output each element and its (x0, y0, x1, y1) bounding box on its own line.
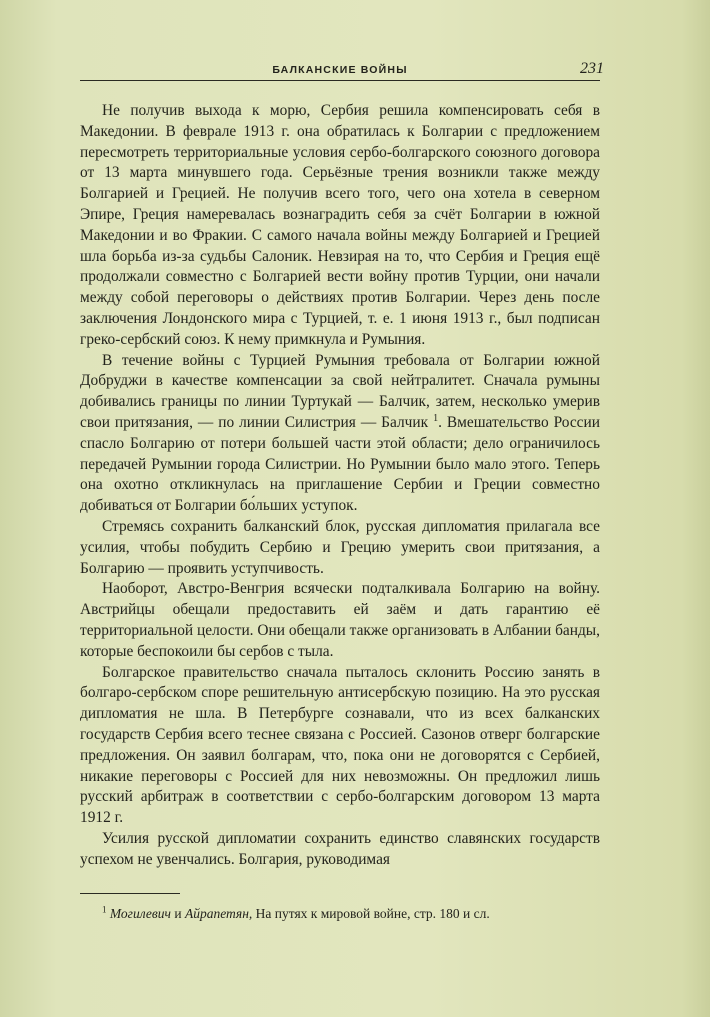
footnote-author: Айрапетян, (184, 906, 253, 921)
page-number: 231 (580, 60, 604, 77)
paragraph: Стремясь сохранить балканский блок, русская дипломатия прилагала все усилия, чтобы побудить Сербию и Грецию умерить свои притязания, а Болгарию — проявить уступчивость. (80, 517, 600, 577)
footnote-reference[interactable]: 1 (433, 412, 439, 424)
footnote-text: На путях к мировой войне, стр. 180 и сл. (252, 906, 490, 921)
paragraph: Болгарское правительство сначала пыталось склонить Россию занять в болгаро-сербском споре решительную антисербскую позицию. На это русская дипломатия не шла. В Петербурге сознавали, что из всех балканских государств Сербия всего теснее связана с Россией. Сазонов отверг болгарские предложения. Он заявил болгарам, что, пока они не договорятся с Сербией, никакие переговоры с Россией для них невозможны. Он предложил лишь русский арбитраж в соответствии с сербо-болгарским договором 13 марта 1912 г. (80, 663, 600, 827)
body-text (80, 101, 600, 870)
paragraph: Не получив выхода к морю, Сербия решила компенсировать себя в Македонии. В феврале 1913 г. она обратилась к Болгарии с предложением пересмотреть территориальные условия сербо-болгарского союзного договора от 13 марта минувшего года. Серьёзные трения возникли также между Болгарией и Грецией. Не получив всего того, чего она хотела в северном Эпире, Греция намеревалась вознаградить себя за счёт Болгарии в южной Македонии и во Фракии. С самого начала войны между Болгарией и Грецией шла борьба из-за судьбы Салоник. Невзирая на то, что Сербия и Греция ещё продолжали совместно с Болгарией вести войну против Турции, они начали между собой переговоры о действиях против Болгарии. Через день после заключения Лондонского мира с Турцией, т. е. 1 июня 1913 г., был подписан греко-сербский союз. К нему примкнула и Румыния. (80, 102, 600, 348)
paragraph-text: . Вмешательство России спасло Болгарию от потери большей части этой области; дело ограничилось передачей Румынии города Силистрии. Но Румынии было мало этого. Теперь она охотно откликнулась на приглашение Сербии и Греции совместно добиваться от Болгарии бо́льших уступок. (80, 413, 600, 515)
page-header (80, 58, 604, 82)
paragraph: Усилия русской дипломатии сохранить единство славянских государств успехом не увенчались. Болгария, руководимая (80, 829, 600, 868)
footnote (80, 905, 600, 923)
footnote-author: Могилевич (109, 906, 171, 921)
running-head: БАЛКАНСКИЕ ВОЙНЫ (272, 64, 408, 76)
header-rule (80, 80, 600, 81)
footnote-mark: 1 (102, 904, 107, 915)
paragraph: Наоборот, Австро-Венгрия всячески подталкивала Болгарию на войну. Австрийцы обещали предоставить ей заём и дать гарантию её территориальной целости. Они обещали также организовать в Албании банды, которые беспокоили бы сербов с тыла. (80, 580, 600, 660)
footnote-conjunction: и (170, 906, 185, 921)
footnote-rule (80, 893, 180, 894)
paragraph-text: В течение войны с Турцией Румыния требовала от Болгарии южной Добруджи в качестве компенсации за свой нейтралитет. Сначала румыны добивались границы по линии Туртукай — Балчик, затем, несколько умерив свои притязания, — по линии Силистрия — Балчик (80, 351, 600, 431)
paragraph (80, 351, 600, 517)
